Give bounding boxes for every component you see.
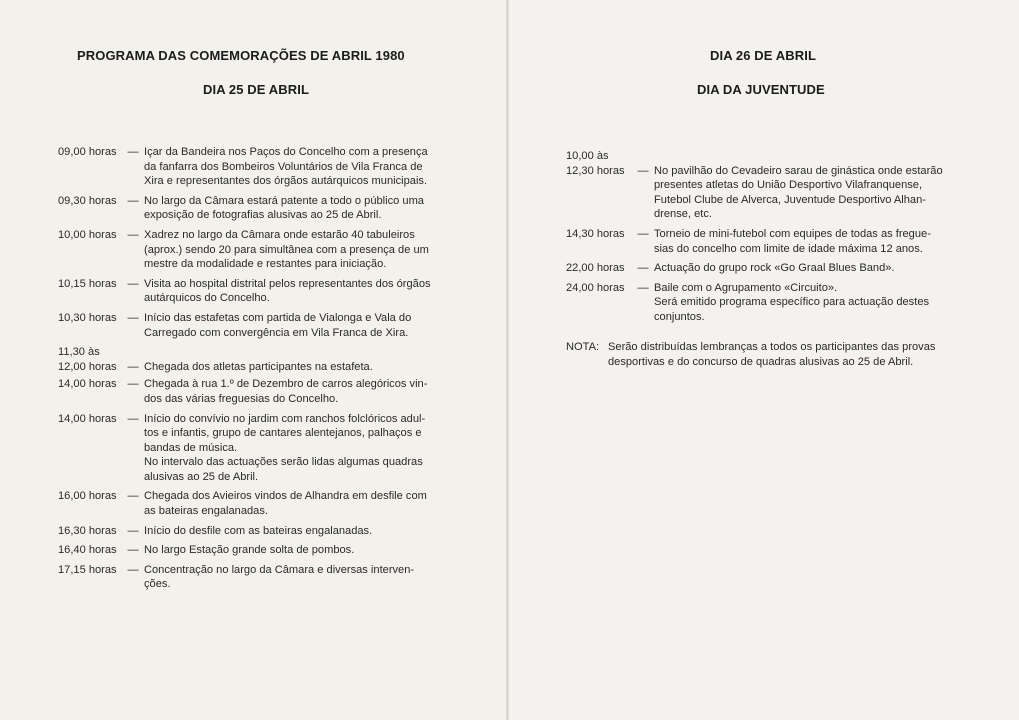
right-schedule <box>566 149 986 325</box>
left-day: DIA 25 DE ABRIL <box>203 82 309 97</box>
note-text: Serão distribuídas lembranças a todos os participantes das provas desportivas e do concurso de quadras alusivas ao 25 de Abril. <box>608 341 936 368</box>
entry-dash: — <box>127 563 139 576</box>
page-fold <box>506 0 509 720</box>
entry-description: Início do desfile com as bateiras engalanadas. <box>144 524 373 537</box>
entry-description: Visita ao hospital distrital pelos representantes dos órgãos autárquicos do Concelho. <box>144 277 431 305</box>
entry-description: Chegada à rua 1.º de Dezembro de carros alegóricos vin- dos das várias freguesias do Concelho. <box>144 378 428 405</box>
schedule-entry <box>566 227 986 256</box>
entry-description: Içar da Bandeira nos Paços do Concelho com a presença da fanfarra dos Bombeiros Voluntários de Vila Franca de Xira e representantes dos órgãos autárquicos municipais. <box>144 146 428 188</box>
schedule-entry <box>58 311 474 340</box>
schedule-entry <box>566 281 986 325</box>
entry-dash: — <box>127 490 139 503</box>
entry-description: Actuação do grupo rock «Go Graal Blues Band». <box>654 262 895 275</box>
entry-description: Chegada dos atletas participantes na estafeta. <box>144 360 373 373</box>
entry-dash: — <box>127 544 139 557</box>
entry-description: Baile com o Agrupamento «Circuito». Será emitido programa específico para actuação destes conjuntos. <box>654 281 930 323</box>
entry-description: Chegada dos Avieiros vindos de Alhandra em desfile com as bateiras engalanadas. <box>144 490 427 518</box>
schedule-entry <box>58 194 474 223</box>
entry-dash: — <box>127 311 139 324</box>
schedule-entry <box>58 228 474 272</box>
note <box>566 340 968 369</box>
entry-dash: — <box>127 228 139 241</box>
schedule-entry <box>58 145 474 189</box>
entry-time: 09,00 horas <box>58 146 117 158</box>
entry-time: 10,30 horas <box>58 311 117 324</box>
right-title: DIA 26 DE ABRIL <box>710 48 816 63</box>
entry-time: 24,00 horas <box>566 281 625 294</box>
entry-dash: — <box>127 524 139 537</box>
entry-time: 14,00 horas <box>58 412 117 425</box>
entry-time: 14,00 horas <box>58 378 117 391</box>
entry-dash: — <box>127 360 139 373</box>
entry-time-start: 11,30 às <box>58 346 100 359</box>
entry-time: 17,15 horas <box>58 563 117 576</box>
schedule-entry <box>58 377 474 406</box>
entry-description: No largo Estação grande solta de pombos. <box>144 544 355 557</box>
entry-time: 16,40 horas <box>58 544 117 557</box>
left-schedule <box>58 145 474 592</box>
entry-dash: — <box>637 262 649 275</box>
schedule-entry <box>58 412 474 485</box>
schedule-entry <box>58 360 474 375</box>
entry-time-start: 10,00 às <box>566 150 609 162</box>
entry-time: 12,00 horas <box>58 360 117 373</box>
entry-description: Torneio de mini-futebol com equipes de todas as fregue- sias do concelho com limite de idade máxima 12 anos. <box>654 227 931 255</box>
schedule-entry <box>58 563 474 592</box>
schedule-entry <box>566 261 986 276</box>
schedule-entry <box>58 277 474 306</box>
right-day: DIA DA JUVENTUDE <box>697 82 825 97</box>
entry-dash: — <box>127 277 139 290</box>
entry-description: Início das estafetas com partida de Vialonga e Vala do Carregado com convergência em Vila Franca de Xira. <box>144 311 412 339</box>
entry-description: No pavilhão do Cevadeiro sarau de ginástica onde estarão presentes atletas do União Desportivo Vilafranquense, Futebol Clube de Alverca, Juventude Desportivo Alhan- drense, etc. <box>654 164 943 221</box>
entry-description: Concentração no largo da Câmara e diversas interven- ções. <box>144 563 415 591</box>
entry-dash: — <box>127 412 139 425</box>
schedule-entry <box>58 543 474 558</box>
entry-time: 09,30 horas <box>58 194 117 207</box>
entry-dash: — <box>127 378 139 391</box>
entry-time: 14,30 horas <box>566 227 625 240</box>
entry-dash: — <box>637 227 649 240</box>
schedule-entry <box>58 524 474 539</box>
entry-dash: — <box>127 194 139 207</box>
entry-dash: — <box>637 281 649 294</box>
entry-time: 16,00 horas <box>58 490 117 503</box>
entry-time: 16,30 horas <box>58 524 117 537</box>
left-title: PROGRAMA DAS COMEMORAÇÕES DE ABRIL 1980 <box>77 48 405 63</box>
entry-description: Xadrez no largo da Câmara onde estarão 40 tabuleiros (aprox.) sendo 20 para simultânea com a presença de um mestre da modalidade e restantes para iniciação. <box>144 228 429 271</box>
entry-dash: — <box>637 164 649 177</box>
entry-time: 10,15 horas <box>58 277 117 290</box>
schedule-entry <box>566 164 986 222</box>
entry-time: 22,00 horas <box>566 262 625 275</box>
schedule-entry <box>58 489 474 518</box>
entry-dash: — <box>127 146 139 158</box>
entry-time: 10,00 horas <box>58 228 117 241</box>
entry-description: No largo da Câmara estará patente a todo o público uma exposição de fotografias alusivas ao 25 de Abril. <box>144 194 424 222</box>
note-label: NOTA: <box>566 341 600 353</box>
entry-description: Início do convívio no jardim com ranchos folclóricos adul- tos e infantis, grupo de cantares alentejanos, palhaços e bandas de música. No intervalo das actuações serão lidas algumas quadras alusivas ao 25 de Abril. <box>144 412 426 483</box>
entry-time: 12,30 horas <box>566 164 625 177</box>
